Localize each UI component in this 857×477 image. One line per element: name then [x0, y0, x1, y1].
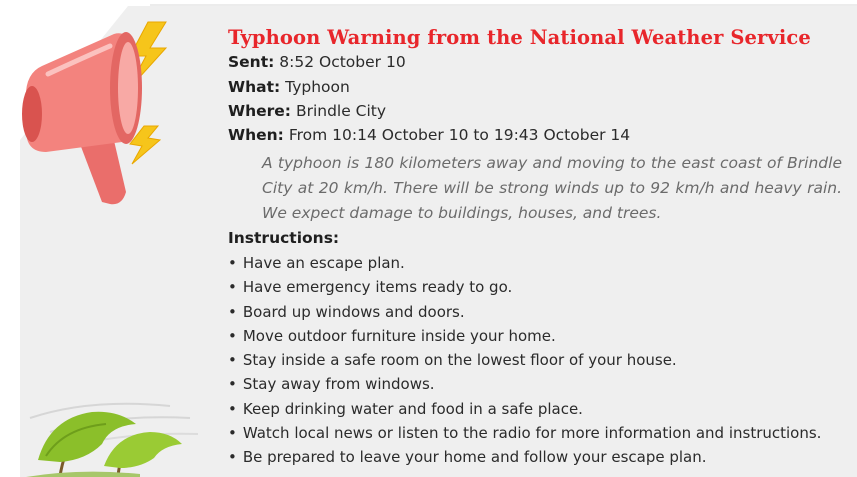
sent-value: 8:52 October 10 [279, 53, 406, 71]
instruction-text: Stay away from windows. [242, 375, 435, 394]
instruction-text: Watch local news or listen to the radio for more information and instructions. [242, 424, 822, 443]
list-item: • Have an escape plan. [228, 254, 405, 272]
when-value: From 10:14 October 10 to 19:43 October 14 [288, 126, 631, 144]
list-item: • Stay inside a safe room on the lowest floor of your house. [228, 351, 677, 370]
instruction-text: Stay inside a safe room on the lowest floor of your house. [242, 351, 677, 370]
what-field [228, 78, 350, 96]
megaphone-icon [18, 14, 198, 214]
when-field [228, 126, 630, 144]
list-item: • Stay away from windows. [228, 375, 435, 394]
list-item: • Watch local news or listen to the radio for more information and instructions. [228, 424, 822, 443]
where-field [228, 102, 386, 120]
list-item: • Board up windows and doors. [228, 302, 465, 321]
instruction-text: Keep drinking water and food in a safe place. [242, 399, 583, 418]
warning-title: Typhoon Warning from the National Weather Service [228, 26, 811, 49]
list-item: • Be prepared to leave your home and follow your escape plan. [228, 448, 707, 467]
list-item: • Move outdoor furniture inside your home. [228, 326, 556, 345]
sent-label: Sent: [228, 53, 275, 71]
instructions-list [228, 254, 821, 473]
sent-field [228, 53, 406, 71]
instruction-text: Move outdoor furniture inside your home. [242, 326, 556, 345]
what-label: What: [228, 78, 281, 96]
instruction-text: Board up windows and doors. [242, 302, 465, 321]
windblown-trees-icon [20, 388, 200, 477]
where-label: Where: [228, 102, 291, 120]
instruction-text: Be prepared to leave your home and follow your escape plan. [242, 448, 707, 467]
instructions-heading: Instructions: [228, 229, 340, 247]
warning-description: A typhoon is 180 kilometers away and moving to the east coast of Brindle City at 20 km/h. There will be strong winds up to 92 km/h and heavy rain. We expect damage to buildings, houses, and trees. [262, 154, 842, 222]
list-item: • Keep drinking water and food in a safe place. [228, 399, 583, 418]
where-value: Brindle City [295, 102, 387, 120]
instruction-text: Have an escape plan. [242, 254, 405, 272]
when-label: When: [228, 126, 284, 144]
list-item: • Have emergency items ready to go. [228, 278, 513, 297]
instruction-text: Have emergency items ready to go. [242, 278, 513, 297]
what-value: Typhoon [285, 78, 350, 96]
